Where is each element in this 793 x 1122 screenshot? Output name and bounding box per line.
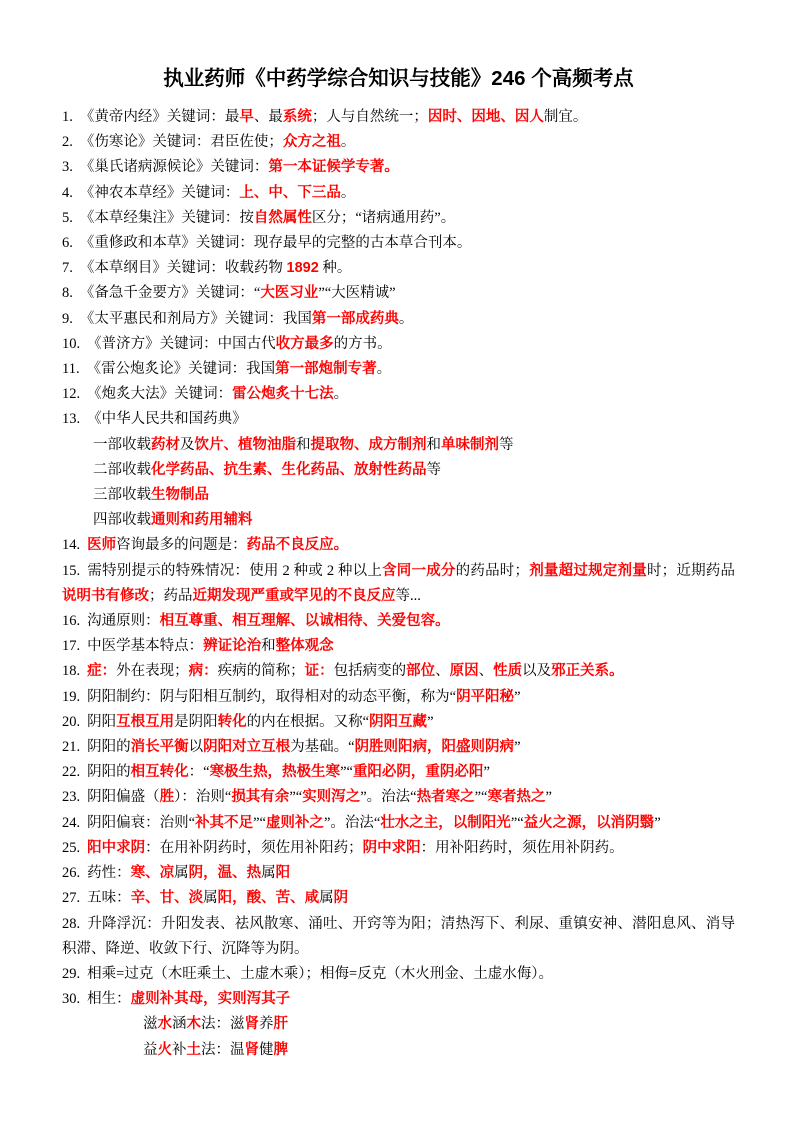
highlight-run: 火	[157, 1041, 172, 1058]
highlight-run: 阳中求阴	[87, 839, 146, 856]
item-number: 3.	[62, 159, 73, 176]
highlight-run: 补其不足	[195, 814, 254, 831]
list-item	[62, 256, 735, 281]
text-run: 《神农本草经》关键词：	[79, 184, 240, 201]
list-item	[62, 886, 735, 911]
list-item	[62, 559, 735, 609]
text-run: 区分；“诸病通用药”。	[311, 209, 456, 226]
text-run: 升降浮沉：升阳发表、祛风散寒、涌吐、开窍等为阳；清热泻下、利尿、重镇安神、潜阳息风、消导积滞、降逆、收敛下行、沉降等为阴。	[62, 915, 735, 957]
list-item	[62, 458, 735, 483]
highlight-run: 性质	[493, 663, 523, 680]
text-run: ：在用补阴药时，须佐用补阳药；	[145, 839, 363, 856]
text-run: 及	[180, 436, 195, 453]
list-item	[62, 508, 735, 533]
text-run: 和	[296, 436, 311, 453]
list-item	[62, 332, 735, 357]
text-run: 制宜。	[543, 109, 588, 125]
item-number: 20.	[62, 713, 81, 730]
item-number: 29.	[62, 965, 81, 982]
item-number: 22.	[62, 764, 81, 781]
text-run: 属	[261, 865, 276, 882]
list-item	[62, 181, 735, 206]
highlight-run: 雷公炮炙十七法	[232, 386, 334, 403]
highlight-run: 邪正关系。	[551, 663, 624, 680]
item-number: 2.	[62, 134, 73, 151]
text-run: 养	[259, 1016, 274, 1033]
list-item	[62, 836, 735, 861]
highlight-run: 原因	[449, 663, 479, 680]
list-item	[62, 483, 735, 508]
text-run: 阴阳制约：阴与阳相互制约，取得相对的动态平衡，称为“	[87, 688, 457, 705]
text-run: 三部收载	[93, 487, 151, 504]
text-run: 《本草经集注》关键词：按	[79, 209, 254, 226]
item-number: 18.	[62, 663, 81, 680]
text-run: 。	[398, 310, 414, 327]
highlight-run: 损其有余	[231, 789, 290, 806]
list-item	[62, 206, 735, 231]
highlight-run: 近期发现严重或罕见的不良反应	[192, 587, 396, 604]
item-number: 27.	[62, 890, 81, 907]
text-run: 沟通原则：	[87, 613, 160, 630]
text-run: 《炮炙大法》关键词：	[87, 386, 233, 403]
text-run: 外在表现；	[116, 663, 189, 680]
item-number: 19.	[62, 688, 81, 705]
text-run: 法：温	[201, 1041, 245, 1058]
text-run: 《普济方》关键词：中国古代	[87, 335, 276, 352]
text-run: 二部收载	[93, 461, 151, 478]
text-run: 法：滋	[201, 1016, 245, 1033]
text-run: 《伤寒论》关键词：君臣佐使；	[79, 134, 283, 151]
list-item	[62, 785, 735, 810]
text-run: ”	[483, 764, 490, 781]
text-run: 是阴阳	[174, 713, 218, 730]
item-number: 5.	[62, 209, 73, 226]
text-run: ”“	[510, 814, 524, 831]
highlight-run: 阴胜则阳病，阳盛则阴病	[354, 739, 515, 756]
text-run: 、	[478, 663, 494, 680]
highlight-run: 早	[239, 109, 254, 125]
highlight-run: 相互尊重、相互理解、以诚相待、关爱包容。	[159, 613, 450, 630]
item-number: 11.	[62, 361, 80, 378]
text-run: ”	[514, 739, 521, 756]
item-number: 21.	[62, 739, 81, 756]
list-item	[62, 382, 735, 407]
highlight-run: 阴阳对立互根	[203, 739, 291, 756]
item-number: 13.	[62, 411, 81, 428]
text-run: ”	[427, 713, 434, 730]
text-run: 阴阳的	[87, 764, 131, 781]
text-run: 五味：	[87, 890, 131, 907]
highlight-run: 肝	[273, 1016, 288, 1033]
list-item	[62, 962, 735, 987]
highlight-run: 阳	[275, 865, 291, 882]
text-run: 的药品时；	[455, 562, 529, 579]
highlight-run: 寒者热之	[487, 789, 546, 806]
text-run: ”	[514, 688, 521, 705]
text-run: 《太平惠民和剂局方》关键词：我国	[79, 310, 312, 327]
text-run: 。	[333, 386, 349, 403]
text-run: 。	[340, 184, 356, 201]
item-number: 30.	[62, 991, 81, 1008]
text-run: 的内在根据。又称“	[246, 713, 370, 730]
text-run: 时；近期药品	[646, 562, 736, 579]
highlight-run: 寒、凉	[130, 865, 175, 882]
text-run: 和	[261, 638, 276, 655]
text-run: 需特别提示的特殊情况：使用 2 种或 2 种以上	[87, 562, 383, 579]
text-run: ”“大医精诚”	[318, 285, 396, 302]
list-item	[62, 281, 735, 306]
item-number: 6.	[62, 235, 73, 252]
text-run: 《雷公炮炙论》关键词：我国	[86, 361, 276, 378]
highlight-run: 互根互用	[116, 713, 175, 730]
item-number: 14.	[62, 537, 81, 554]
text-run: 《巢氏诸病源候论》关键词：	[79, 159, 269, 176]
text-run: 涵	[172, 1016, 187, 1033]
list-item	[62, 987, 735, 1012]
text-run: 阴阳	[87, 713, 117, 730]
text-run: 属	[319, 890, 334, 907]
item-number: 10.	[62, 335, 81, 352]
highlight-run: 第一本证候学专著。	[268, 159, 399, 176]
list-item	[62, 1012, 735, 1037]
highlight-run: 生物制品	[151, 487, 209, 504]
text-run: 一部收载	[93, 436, 151, 453]
text-run: 、最	[253, 109, 283, 125]
highlight-run: 第一部成药典	[311, 310, 399, 327]
list-item	[62, 735, 735, 760]
text-run: 阴阳的	[87, 739, 131, 756]
highlight-run: 大医习业	[260, 285, 319, 302]
list-item	[62, 710, 735, 735]
highlight-run: 病：	[188, 663, 218, 680]
highlight-run: 众方之祖	[282, 134, 341, 151]
text-run: 疾病的简称；	[217, 663, 305, 680]
highlight-run: 提取物、成方制剂	[310, 436, 427, 453]
text-run: ；人与自然统一；	[311, 109, 428, 125]
highlight-run: 虚则补之	[265, 814, 324, 831]
text-run: 《重修政和本草》关键词：现存最早的完整的古本草合刊本。	[79, 235, 472, 252]
item-number: 25.	[62, 839, 81, 856]
highlight-run: 系统	[282, 109, 312, 125]
text-run: 阴阳偏盛（	[87, 789, 160, 806]
list-item	[62, 130, 735, 155]
highlight-run: 壮水之主，以制阳光	[380, 814, 511, 831]
highlight-run: 阴	[333, 890, 349, 907]
highlight-run: 饮片、植物油脂	[194, 436, 296, 453]
item-number: 9.	[62, 310, 73, 327]
page-title: 执业药师《中药学综合知识与技能》246 个高频考点	[163, 67, 634, 90]
highlight-run: 阴平阳秘	[456, 688, 515, 705]
text-run: 。	[376, 361, 392, 378]
text-run: 四部收载	[93, 512, 151, 529]
text-run: 等	[499, 436, 514, 453]
highlight-run: 症：	[87, 663, 117, 680]
highlight-run: 部位	[406, 663, 436, 680]
highlight-run: 脾	[273, 1041, 288, 1058]
list-item	[62, 231, 735, 256]
list-item	[62, 357, 735, 382]
text-run: 药性：	[87, 865, 131, 882]
text-run: 和	[426, 436, 441, 453]
text-run: 以及	[522, 663, 552, 680]
text-run: 《黄帝内经》关键词：最	[79, 109, 240, 125]
highlight-run: 胜	[159, 789, 175, 806]
list-item	[62, 861, 735, 886]
text-run: 中医学基本特点：	[87, 638, 204, 655]
text-run: 包括病变的	[333, 663, 407, 680]
notes-list	[62, 105, 735, 1063]
text-run: 咨询最多的问题是：	[116, 537, 247, 554]
highlight-run: 通则和药用辅料	[151, 512, 253, 529]
highlight-run: 说明书有修改	[62, 587, 149, 604]
highlight-run: 因时、因地、因人	[427, 109, 544, 125]
highlight-run: 肾	[244, 1041, 259, 1058]
text-run: 种。	[318, 260, 352, 277]
text-run: ：“	[188, 764, 210, 781]
list-item	[62, 533, 735, 558]
list-item	[62, 659, 735, 684]
highlight-run: 益火之源，以消阴翳	[523, 814, 655, 831]
highlight-run: 药材	[151, 436, 180, 453]
item-number: 17.	[62, 638, 81, 655]
item-number: 23.	[62, 789, 81, 806]
highlight-run: 热者寒之	[416, 789, 475, 806]
highlight-run: 整体观念	[275, 638, 334, 655]
highlight-run: 实则泻之	[302, 789, 361, 806]
highlight-run: 相互转化	[130, 764, 189, 781]
item-number: 26.	[62, 865, 81, 882]
text-run: ”	[654, 814, 661, 831]
highlight-run: 医师	[87, 537, 117, 554]
highlight-run: 消长平衡	[130, 739, 189, 756]
text-run: 健	[259, 1041, 274, 1058]
highlight-run: 1892	[286, 260, 319, 277]
item-number: 16.	[62, 613, 81, 630]
list-item	[62, 105, 735, 130]
text-run: 《本草纲目》关键词：收载药物	[79, 260, 287, 277]
text-run: ”。治法“	[323, 814, 381, 831]
highlight-run: 化学药品、抗生素、生化药品、放射性药品	[151, 461, 427, 478]
highlight-run: 收方最多	[275, 335, 334, 352]
highlight-run: 药品不良反应。	[246, 537, 349, 554]
highlight-run: 水	[157, 1016, 172, 1033]
highlight-run: 阴阳互藏	[369, 713, 428, 730]
text-run: 、	[435, 663, 450, 680]
list-item	[62, 433, 735, 458]
text-run: ：用补阳药时，须佐用补阴药。	[420, 839, 624, 856]
text-run: 的方书。	[333, 335, 392, 352]
text-run: 滋	[143, 1016, 158, 1033]
text-run: ）：治则“	[174, 789, 232, 806]
highlight-run: 含同一成分	[382, 562, 456, 579]
list-item	[62, 760, 735, 785]
item-number: 12.	[62, 386, 81, 403]
list-item	[62, 407, 735, 432]
item-number: 8.	[62, 285, 73, 302]
text-run: ；药品	[149, 587, 193, 604]
text-run: 等...	[395, 587, 421, 604]
list-item	[62, 1038, 735, 1063]
list-item	[62, 912, 735, 962]
highlight-run: 转化	[217, 713, 247, 730]
text-run: ”“	[340, 764, 353, 781]
highlight-run: 证：	[304, 663, 334, 680]
highlight-run: 土	[186, 1041, 201, 1058]
highlight-run: 剂量超过规定剂量	[529, 562, 647, 579]
text-run: 属	[203, 890, 218, 907]
highlight-run: 自然属性	[253, 209, 312, 226]
highlight-run: 寒极生热，热极生寒	[209, 764, 341, 781]
text-run: 阴阳偏衰：治则“	[87, 814, 196, 831]
highlight-run: 上、中、下三品	[239, 184, 341, 201]
list-item	[62, 685, 735, 710]
list-item	[62, 155, 735, 180]
highlight-run: 木	[186, 1016, 201, 1033]
item-number: 24.	[62, 814, 81, 831]
text-run: 《中华人民共和国药典》	[87, 411, 247, 428]
highlight-run: 阳，酸、苦、咸	[217, 890, 320, 907]
text-run: 益	[143, 1041, 158, 1058]
item-number: 1.	[62, 109, 73, 125]
text-run: ”。治法“	[360, 789, 417, 806]
text-run: ”“	[474, 789, 488, 806]
text-run: ”	[545, 789, 552, 806]
highlight-run: 肾	[244, 1016, 259, 1033]
highlight-run: 辛、甘、淡	[130, 890, 204, 907]
item-number: 28.	[62, 915, 81, 932]
text-run: 以	[188, 739, 204, 756]
item-number: 15.	[62, 562, 81, 579]
highlight-run: 辨证论治	[203, 638, 262, 655]
highlight-run: 第一部炮制专著	[275, 361, 377, 378]
list-item	[62, 609, 735, 634]
text-run: 补	[172, 1041, 187, 1058]
highlight-run: 单味制剂	[441, 436, 499, 453]
text-run: 。	[340, 134, 356, 151]
text-run: 等	[426, 461, 441, 478]
text-run: 属	[174, 865, 189, 882]
text-run: ”“	[289, 789, 303, 806]
list-item	[62, 811, 735, 836]
highlight-run: 阴中求阳	[362, 839, 421, 856]
text-run: 相乘=过克（木旺乘土、土虚木乘）；相侮=反克（木火刑金、土虚水侮）。	[87, 965, 553, 982]
highlight-run: 重阳必阴，重阴必阳	[352, 764, 484, 781]
text-run: 为基础。“	[290, 739, 355, 756]
list-item	[62, 634, 735, 659]
item-number: 7.	[62, 260, 73, 277]
highlight-run: 阴，温、热	[188, 865, 262, 882]
text-run: 《备急千金要方》关键词：“	[79, 285, 261, 302]
text-run: ”“	[253, 814, 266, 831]
text-run: 相生：	[87, 991, 131, 1008]
list-item	[62, 307, 735, 332]
highlight-run: 虚则补其母，实则泻其子	[130, 991, 291, 1008]
item-number: 4.	[62, 184, 73, 201]
